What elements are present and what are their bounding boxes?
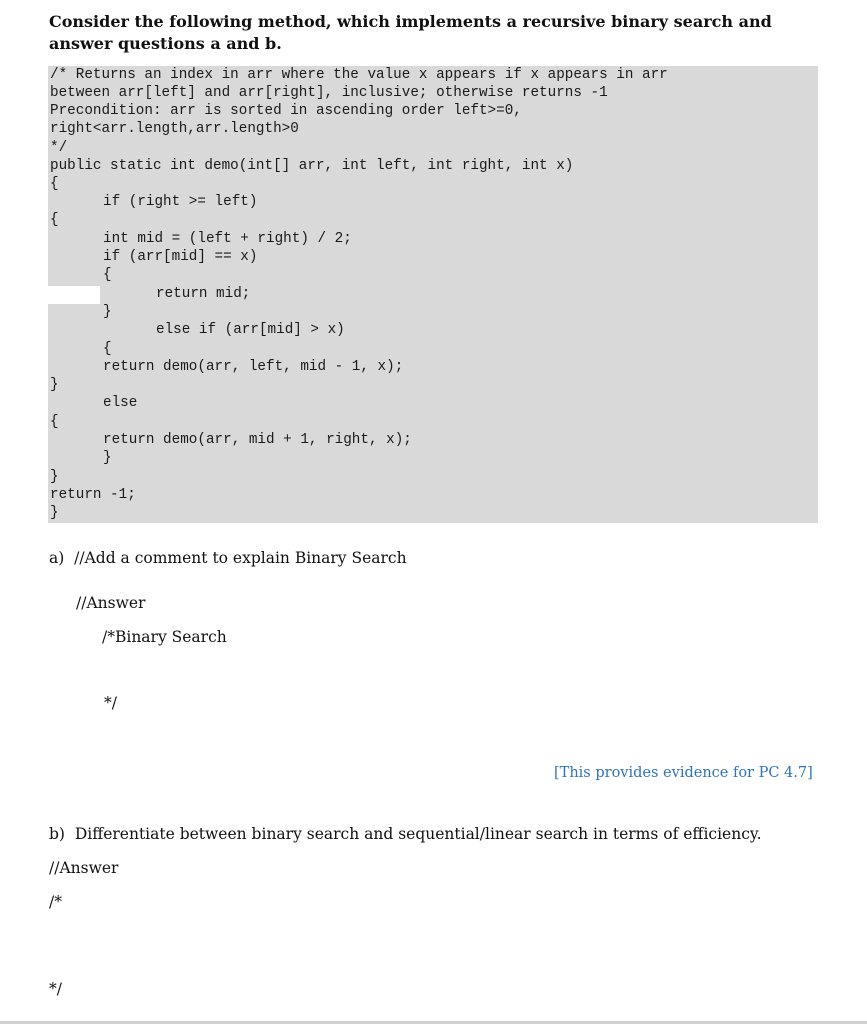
code-line: if (right >= left) xyxy=(103,194,258,210)
code-line: else xyxy=(103,395,138,411)
question-a-answer-label: //Answer xyxy=(76,594,146,612)
question-a-comment-close: */ xyxy=(104,694,117,712)
code-line: public static int demo(int[] arr, int left, int right, int x) xyxy=(50,158,574,174)
code-line: between arr[left] and arr[right], inclusive; otherwise returns -1 xyxy=(50,85,608,101)
evidence-note: [This provides evidence for PC 4.7] xyxy=(554,765,813,781)
code-line: Precondition: arr is sorted in ascending order left>=0, xyxy=(50,103,522,119)
code-line: right<arr.length,arr.length>0 xyxy=(50,121,299,137)
code-line: { xyxy=(50,212,59,228)
code-line: } xyxy=(103,304,112,320)
code-line: /* Returns an index in arr where the value x appears if x appears in arr xyxy=(50,67,668,83)
question-b-answer-label: //Answer xyxy=(49,859,119,877)
code-line: } xyxy=(103,450,112,466)
code-line: { xyxy=(50,414,59,430)
code-line: } xyxy=(50,505,59,521)
code-line: return -1; xyxy=(50,487,136,503)
code-line: else if (arr[mid] > x) xyxy=(156,322,345,338)
code-line: } xyxy=(50,469,59,485)
question-b-comment-open: /* xyxy=(49,893,62,911)
code-line: return demo(arr, left, mid - 1, x); xyxy=(103,359,404,375)
code-line: if (arr[mid] == x) xyxy=(103,249,258,265)
code-gap xyxy=(48,286,100,304)
question-b-prompt: b) Differentiate between binary search and sequential/linear search in terms of efficiency. xyxy=(49,825,762,843)
code-line: { xyxy=(103,267,112,283)
code-line: return demo(arr, mid + 1, right, x); xyxy=(103,432,412,448)
code-line: { xyxy=(103,341,112,357)
code-line: */ xyxy=(50,140,68,156)
question-heading: Consider the following method, which implements a recursive binary search and answer questions a and b. xyxy=(49,12,772,53)
code-line: return mid; xyxy=(156,286,251,302)
question-a-comment-open: /*Binary Search xyxy=(102,628,227,646)
question-a-prompt: a) //Add a comment to explain Binary Search xyxy=(49,549,407,567)
question-b-comment-close: */ xyxy=(49,980,62,998)
code-line: { xyxy=(50,176,59,192)
code-line: } xyxy=(50,377,59,393)
code-line: int mid = (left + right) / 2; xyxy=(103,231,352,247)
